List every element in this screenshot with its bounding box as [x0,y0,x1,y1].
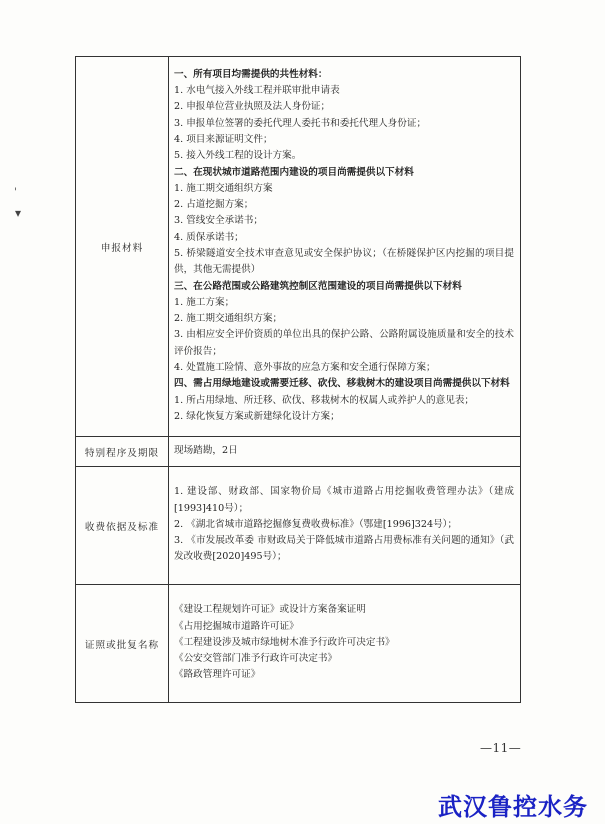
list-item: 2. 绿化恢复方案或新建绿化设计方案； [174,410,340,422]
scan-mark-1: ' [14,187,17,198]
row-content [169,57,521,437]
application-materials-table [75,56,521,703]
table-row-license-name [76,585,521,703]
list-item: 《路政管理许可证》 [174,669,261,681]
watermark-text: 武汉鲁控水务 [438,793,588,821]
list-item: 4. 处置施工险情、意外事故的应急方案和安全通行保障方案； [174,362,436,374]
list-item: 《占用挖掘城市道路许可证》 [174,620,299,632]
row-label: 证照或批复名称 [76,585,169,703]
row-content [169,585,521,703]
list-item: 4. 项目来源证明文件； [174,133,273,145]
list-item: 1. 施工方案； [174,296,235,308]
list-item: 1. 建设部、财政部、国家物价局《城市道路占用挖掘收费管理办法》（建成[1993]410号）； [174,486,514,514]
procedure-text: 现场踏勘，2日 [174,444,238,456]
row-label: 申报材料 [76,57,169,437]
section-heading: 一、所有项目均需提供的共性材料： [174,68,328,80]
section-heading: 三、在公路范围或公路建筑控制区范围建设的项目尚需提供以下材料 [174,280,462,292]
list-item: 3. 《市发展改革委 市财政局关于降低城市道路占用费标准有关问题的通知》（武发改收费[2020]495号）； [174,535,514,563]
list-item: 《建设工程规划许可证》或设计方案备案证明 [174,604,366,616]
list-item: 3. 申报单位签署的委托代理人委托书和委托代理人身份证； [174,117,427,129]
list-item: 5. 桥梁隧道安全技术审查意见或安全保护协议；（在桥隧保护区内挖掘的项目提供，其他无需提供） [174,248,514,276]
list-item: 《公安交管部门准予行政许可决定书》 [174,653,338,665]
list-item: 2. 施工期交通组织方案； [174,313,283,325]
row-label: 特别程序及期限 [76,437,169,467]
table-row-special-procedure [76,437,521,467]
list-item: 2. 《湖北省城市道路挖掘修复费收费标准》（鄂建[1996]324号）； [174,518,458,530]
list-item: 1. 所占用绿地、所迁移、砍伐、移栽树木的权属人或养护人的意见表； [174,394,475,406]
row-content [169,437,521,467]
section-heading: 四、需占用绿地建设或需要迁移、砍伐、移栽树木的建设项目尚需提供以下材料 [174,378,510,390]
list-item: 1. 水电气接入外线工程并联审批申请表 [174,85,340,97]
section-heading: 二、在现状城市道路范围内建设的项目尚需提供以下材料 [174,166,414,178]
table-row-fee-basis [76,467,521,585]
page-number: —11— [480,741,522,755]
list-item: 2. 占道挖掘方案； [174,199,254,211]
list-item: 4. 质保承诺书； [174,231,244,243]
list-item: 3. 由相应安全评价资质的单位出具的保护公路、公路附属设施质量和安全的技术评价报告； [174,329,514,357]
list-item: 2. 申报单位营业执照及法人身份证； [174,101,331,113]
list-item: 《工程建设涉及城市绿地树木准予行政许可决定书》 [174,636,395,648]
list-item: 5. 接入外线工程的设计方案。 [174,150,302,162]
list-item: 1. 施工期交通组织方案 [174,182,273,194]
list-item: 3. 管线安全承诺书； [174,215,263,227]
scan-mark-2: ▾ [15,206,22,220]
table-row-materials [76,57,521,437]
row-label: 收费依据及标准 [76,467,169,585]
row-content [169,467,521,585]
